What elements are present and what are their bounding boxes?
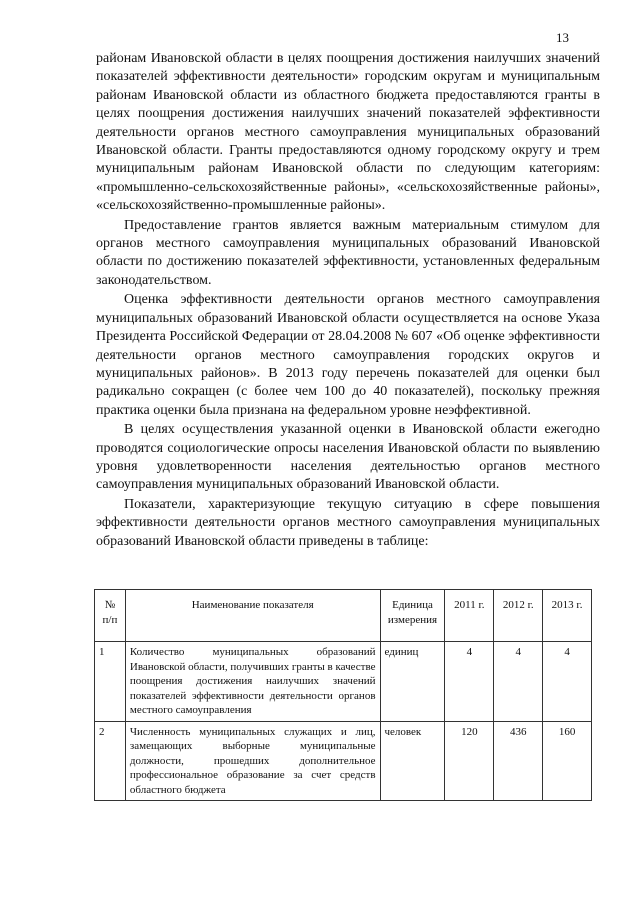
- table-row: [95, 721, 592, 801]
- cell-2011: 120: [445, 721, 494, 801]
- cell-2011: 4: [445, 642, 494, 722]
- indicators-table: [94, 589, 592, 801]
- page-number: 13: [556, 30, 569, 45]
- paragraph: районам Ивановской области в целях поощрения достижения наилучших значений показателей эффективности деятельности» городским округам и муниципальным районам Ивановской области из областного бюджета предоставляются гранты в целях поощрения достижения наилучших значений показателей эффективности деятельности органов местного самоуправления муниципальных образований Ивановской области. Гранты предоставляются одному городскому округу и трем муниципальным районам Ивановской области по следующим категориям: «промышленно-сельскохозяйственные районы», «сельскохозяйственные районы», «сельскохозяйственно-промышленные районы».: [96, 51, 600, 214]
- header-2013: 2013 г.: [543, 590, 592, 642]
- paragraph: Предоставление грантов является важным материальным стимулом для органов местного самоуправления муниципальных образований Ивановской области по достижению показателей эффективности, установленных федеральным законодательством.: [96, 217, 600, 288]
- table-header-row: [95, 590, 592, 642]
- body-text: [96, 50, 600, 552]
- cell-2012: 4: [494, 642, 543, 722]
- cell-2012: 436: [494, 721, 543, 801]
- cell-name: Количество муниципальных образований Ивановской области, получивших гранты в качестве поощрения достижения наилучших значений показателей эффективности деятельности органов местного самоуправления: [125, 642, 380, 722]
- cell-2013: 160: [543, 721, 592, 801]
- header-unit: Единица измерения: [380, 590, 445, 642]
- header-2012: 2012 г.: [494, 590, 543, 642]
- header-name: Наименование показателя: [125, 590, 380, 642]
- header-num: № п/п: [95, 590, 126, 642]
- cell-num: 2: [95, 721, 126, 801]
- cell-name: Численность муниципальных служащих и лиц, замещающих выборные муниципальные должности, прошедших дополнительное профессиональное образование за счет средств областного бюджета: [125, 721, 380, 801]
- header-2011: 2011 г.: [445, 590, 494, 642]
- paragraph: Оценка эффективности деятельности органов местного самоуправления муниципальных образований Ивановской области осуществляется на основе Указа Президента Российской Федерации от 28.04.2008 № 607 «Об оценке эффективности деятельности органов местного самоуправления городских округов и муниципальных районов». В 2013 году перечень показателей для оценки был радикально сокращен (с более чем 100 до 40 показателей), поскольку прежняя практика оценки была признана на федеральном уровне неэффективной.: [96, 292, 600, 418]
- paragraph: Показатели, характеризующие текущую ситуацию в сфере повышения эффективности деятельности органов местного самоуправления муниципальных образований Ивановской области приведены в таблице:: [96, 496, 600, 549]
- table-row: [95, 642, 592, 722]
- cell-num: 1: [95, 642, 126, 722]
- cell-unit: единиц: [380, 642, 445, 722]
- cell-2013: 4: [543, 642, 592, 722]
- paragraph: В целях осуществления указанной оценки в Ивановской области ежегодно проводятся социологические опросы населения Ивановской области по выявлению уровня удовлетворенности населения деятельностью органов местного самоуправления муниципальных образований Ивановской области.: [96, 422, 600, 493]
- cell-unit: человек: [380, 721, 445, 801]
